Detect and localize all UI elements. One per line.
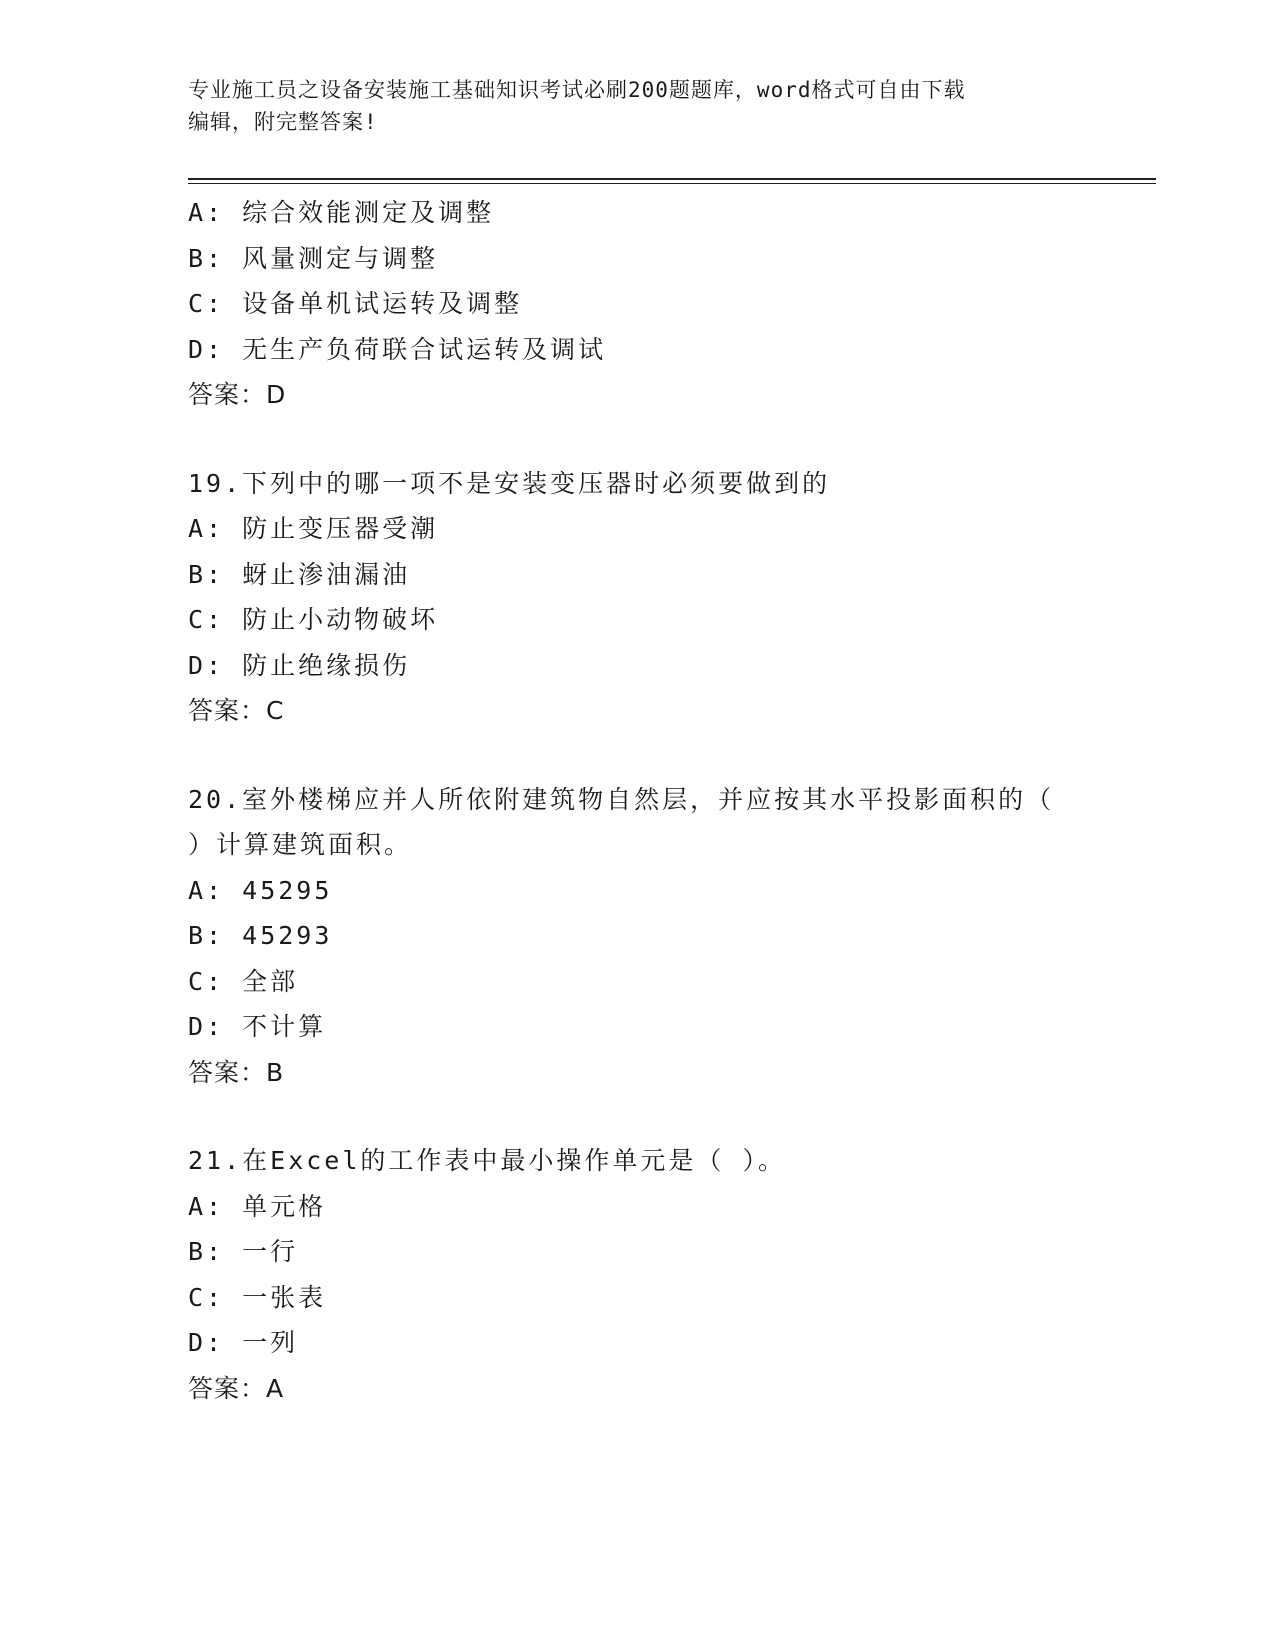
- question-gap: [188, 734, 1088, 777]
- question-stem: 21.在Excel的工作表中最小操作单元是（ ）。: [188, 1146, 786, 1175]
- option-c: C: 设备单机试运转及调整: [188, 289, 523, 318]
- option-c: C: 全部: [188, 966, 299, 996]
- option-a: A: 防止变压器受潮: [188, 514, 439, 543]
- option-b: B: 蚜止渗油漏油: [188, 559, 411, 589]
- question-gap: [188, 418, 1088, 461]
- answer: 答案：C: [188, 696, 285, 725]
- option-b: B: 一行: [188, 1237, 299, 1266]
- question-21: [188, 1138, 1088, 1411]
- question-stem-line-2: ）计算建筑面积。: [188, 830, 413, 859]
- header-line-1: 专业施工员之设备安装施工基础知识考试必刷200题题库，word格式可自由下载: [188, 78, 966, 102]
- option-d: D: 一列: [188, 1328, 299, 1357]
- option-c: C: 防止小动物破坏: [188, 605, 439, 634]
- question-gap: [188, 1095, 1088, 1138]
- question-list: [188, 190, 1088, 1411]
- answer: 答案：B: [188, 1057, 285, 1087]
- option-c: C: 一张表: [188, 1282, 327, 1312]
- header-line-2: 编辑，附完整答案!: [188, 110, 378, 134]
- option-a: A: 综合效能测定及调整: [188, 198, 495, 227]
- option-d: D: 无生产负荷联合试运转及调试: [188, 334, 607, 364]
- question-20: [188, 777, 1088, 1096]
- option-a: A: 单元格: [188, 1191, 327, 1221]
- question-18: [188, 190, 1088, 418]
- header-divider-thin: [188, 183, 1156, 184]
- answer: 答案：D: [188, 380, 287, 409]
- question-stem: 19.下列中的哪一项不是安装变压器时必须要做到的: [188, 468, 831, 498]
- option-d: D: 防止绝缘损伤: [188, 650, 411, 680]
- answer: 答案：A: [188, 1373, 285, 1403]
- option-a: A: 45295: [188, 875, 333, 905]
- question-19: [188, 461, 1088, 734]
- option-b: B: 45293: [188, 921, 333, 950]
- header-divider-thick: [188, 178, 1156, 180]
- page-header: [188, 74, 1068, 138]
- option-b: B: 风量测定与调整: [188, 243, 439, 273]
- question-stem-line-1: 20.室外楼梯应并人所依附建筑物自然层，并应按其水平投影面积的（: [188, 784, 1055, 814]
- option-d: D: 不计算: [188, 1012, 327, 1041]
